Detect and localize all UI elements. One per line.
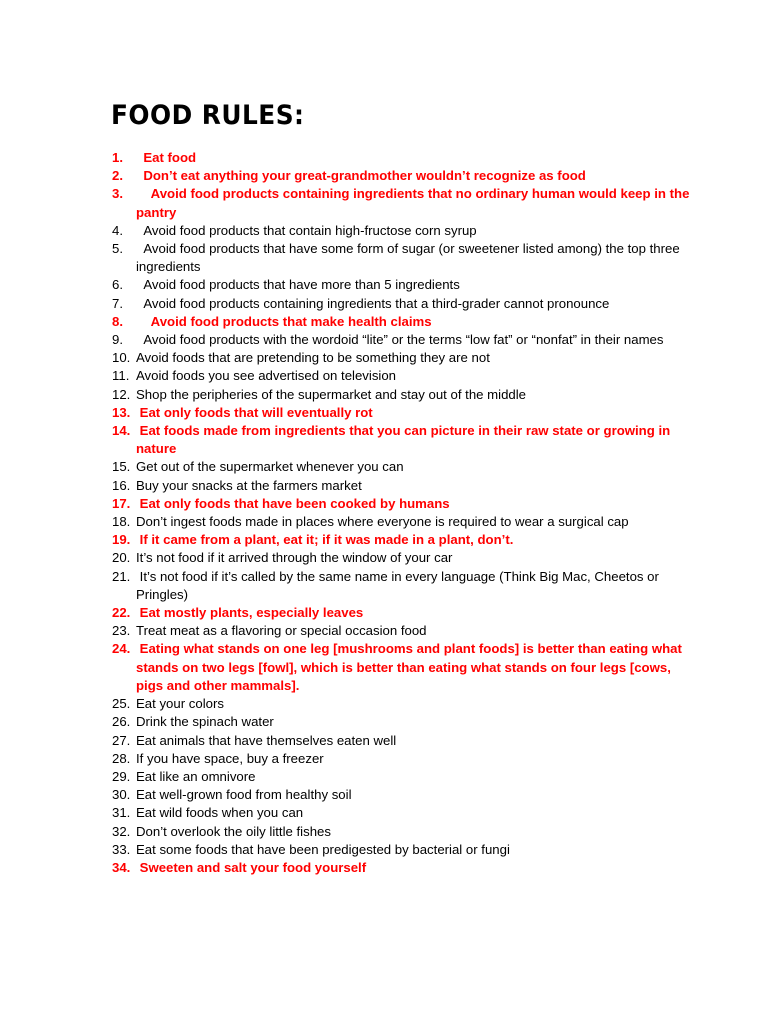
rule-text: Get out of the supermarket whenever you can [136, 459, 404, 475]
rule-number: 18. [112, 514, 131, 530]
rule-number: 8. [112, 313, 123, 329]
rule-text: Don’t ingest foods made in places where everyone is required to wear a surgical cap [136, 514, 629, 530]
rule-number: 12. [112, 386, 131, 402]
rule-item [112, 240, 692, 276]
rule-item [112, 732, 692, 750]
rule-item [112, 313, 692, 331]
rule-text: Eat animals that have themselves eaten well [136, 732, 397, 748]
rule-item [112, 185, 692, 221]
page-title: FOOD RULES: [111, 100, 305, 131]
rule-text: Buy your snacks at the farmers market [136, 477, 362, 493]
rule-text: Treat meat as a flavoring or special occasion food [136, 623, 427, 639]
rule-number: 34. [112, 859, 131, 875]
rule-number: 20. [112, 550, 131, 566]
rule-text: Avoid food products that make health claims [136, 313, 432, 329]
rule-text: Avoid food products containing ingredients that a third-grader cannot pronounce [136, 295, 610, 311]
rule-text: Eat only foods that will eventually rot [136, 404, 373, 420]
rule-item [112, 458, 692, 476]
rule-number: 4. [112, 222, 123, 238]
rule-number: 21. [112, 568, 131, 584]
rule-number: 7. [112, 295, 123, 311]
rule-item [112, 859, 692, 877]
rule-text: Avoid food products that contain high-fructose corn syrup [136, 222, 477, 238]
rule-item [112, 404, 692, 422]
rule-text: Avoid food products with the wordoid “lite” or the terms “low fat” or “nonfat” in their names [136, 332, 664, 348]
rule-text: Avoid foods that are pretending to be something they are not [136, 350, 490, 366]
rule-number: 24. [112, 641, 131, 657]
rule-item [112, 222, 692, 240]
rule-text: Avoid food products that have more than 5 ingredients [136, 277, 460, 293]
rule-number: 33. [112, 841, 131, 857]
rule-item [112, 640, 692, 695]
rule-text: Eat food [136, 150, 197, 165]
rule-item [112, 513, 692, 531]
rule-text: Don’t overlook the oily little fishes [136, 823, 331, 839]
rule-number: 16. [112, 477, 131, 493]
rule-text: Eat your colors [136, 696, 224, 712]
rule-number: 25. [112, 696, 131, 712]
rule-item [112, 331, 692, 349]
rule-item [112, 367, 692, 385]
rule-text: Eat mostly plants, especially leaves [136, 605, 364, 621]
rule-text: If it came from a plant, eat it; if it was made in a plant, don’t. [136, 532, 514, 548]
rule-item [112, 713, 692, 731]
rule-text: It’s not food if it’s called by the same name in every language (Think Big Mac, Cheetos or Pringles) [136, 568, 663, 602]
rule-item [112, 768, 692, 786]
rule-text: Avoid foods you see advertised on television [136, 368, 397, 384]
rule-text: Eat wild foods when you can [136, 805, 304, 821]
rule-item [112, 568, 692, 604]
rules-list [112, 149, 692, 877]
rule-number: 19. [112, 532, 131, 548]
rule-text: It’s not food if it arrived through the window of your car [136, 550, 453, 566]
rule-item [112, 349, 692, 367]
rule-number: 6. [112, 277, 123, 293]
rule-number: 10. [112, 350, 131, 366]
rule-item [112, 495, 692, 513]
rule-item [112, 823, 692, 841]
rule-number: 13. [112, 404, 131, 420]
rule-text: Eat well-grown food from healthy soil [136, 787, 352, 803]
rule-number: 17. [112, 495, 131, 511]
rule-text: Avoid food products containing ingredients that no ordinary human would keep in the pantry [136, 186, 694, 220]
rule-number: 23. [112, 623, 131, 639]
rule-item [112, 422, 692, 458]
rule-item [112, 622, 692, 640]
rule-item [112, 477, 692, 495]
rule-number: 2. [112, 168, 123, 184]
rule-number: 29. [112, 768, 131, 784]
rule-text: Eating what stands on one leg [mushrooms and plant foods] is better than eating what stands on two legs [fowl], which is better than eating what stands on four legs [cows, pigs and other mammals]. [136, 641, 686, 693]
rule-text: Avoid food products that have some form of sugar (or sweetener listed among) the top three ingredients [136, 241, 684, 275]
rule-item [112, 750, 692, 768]
rule-text: Eat like an omnivore [136, 768, 256, 784]
rule-item [112, 786, 692, 804]
rule-number: 9. [112, 332, 123, 348]
rule-number: 32. [112, 823, 131, 839]
rule-item [112, 386, 692, 404]
rule-item [112, 149, 692, 167]
rule-number: 14. [112, 423, 131, 439]
rule-text: Eat foods made from ingredients that you can picture in their raw state or growing in nature [136, 423, 674, 457]
rule-text: Don’t eat anything your great-grandmother wouldn’t recognize as food [136, 168, 586, 184]
rule-number: 3. [112, 186, 123, 202]
rule-item [112, 167, 692, 185]
rule-number: 22. [112, 605, 131, 621]
rule-number: 1. [112, 150, 123, 165]
rule-item [112, 276, 692, 294]
rule-text: Eat only foods that have been cooked by humans [136, 495, 450, 511]
rule-item [112, 295, 692, 313]
rule-number: 15. [112, 459, 131, 475]
rule-item [112, 549, 692, 567]
rule-text: Eat some foods that have been predigested by bacterial or fungi [136, 841, 510, 857]
rule-number: 27. [112, 732, 131, 748]
rule-number: 31. [112, 805, 131, 821]
rule-number: 30. [112, 787, 131, 803]
rule-item [112, 841, 692, 859]
rule-item [112, 695, 692, 713]
rule-number: 11. [112, 368, 130, 384]
rule-item [112, 604, 692, 622]
rule-number: 5. [112, 241, 123, 257]
rule-text: Sweeten and salt your food yourself [136, 859, 367, 875]
rule-text: Drink the spinach water [136, 714, 274, 730]
rule-item [112, 531, 692, 549]
rule-number: 28. [112, 750, 131, 766]
rule-text: If you have space, buy a freezer [136, 750, 324, 766]
rule-number: 26. [112, 714, 131, 730]
rule-text: Shop the peripheries of the supermarket and stay out of the middle [136, 386, 526, 402]
rule-item [112, 804, 692, 822]
